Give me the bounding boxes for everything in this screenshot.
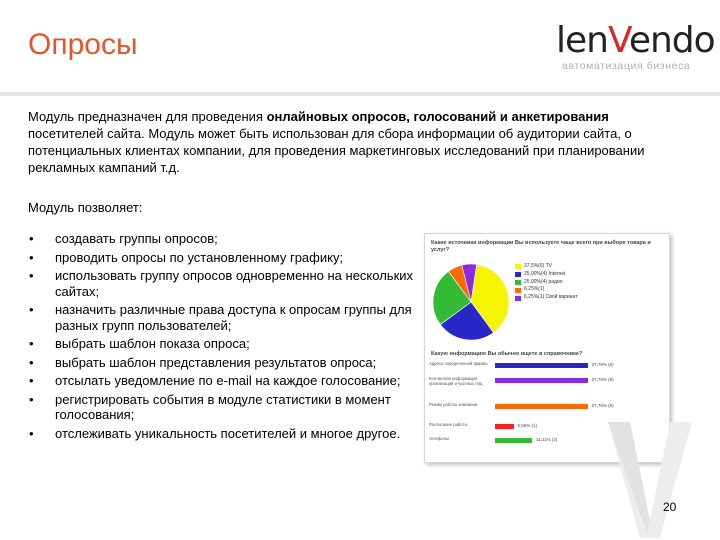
header-divider: [0, 92, 720, 96]
legend-label: 25,00%(4) радио: [524, 278, 563, 285]
legend-label: 25,00%(4) Internet: [524, 270, 566, 277]
bar-row: [429, 362, 665, 372]
list-item: • отслеживать уникальность посетителей и многое другое.: [28, 426, 418, 442]
pie-legend: [515, 263, 578, 302]
bar-value-label: 5,56% (1): [517, 423, 538, 428]
pie-legend-item: [515, 279, 578, 287]
pie-legend-item: [515, 294, 578, 302]
list-item: • проводить опросы по установленному графику;: [28, 250, 418, 266]
lenvendo-logo: [556, 20, 715, 74]
legend-label: 6,25%(1): [524, 286, 545, 293]
bar-category-label: Режим работы компании: [429, 402, 478, 407]
bar-category-label: Адреса определенной фирмы: [429, 361, 488, 366]
bar-category-label: телефоны: [429, 436, 449, 441]
logo-wordmark: lenVendo: [556, 20, 715, 61]
bar-question: Какую информацию Вы обычно ищете в справочнике?: [431, 351, 583, 357]
legend-swatch: [515, 272, 521, 277]
allows-label: Модуль позволяет:: [28, 200, 143, 215]
page-number: 20: [663, 500, 677, 514]
bar: [495, 404, 588, 409]
pie-chart: [429, 260, 513, 344]
list-item: • выбрать шаблон показа опроса;: [28, 336, 418, 352]
bar-category-label: Расписание работы: [429, 422, 468, 427]
bar-value-label: 27,78% (5): [591, 377, 614, 382]
list-item: • отсылать уведомление по e-mail на каждое голосование;: [28, 373, 418, 389]
page-title: Опросы: [28, 28, 138, 61]
list-item: • регистрировать события в модуле статистики в момент голосования;: [28, 392, 418, 423]
bar-value-label: 27,78% (5): [591, 362, 614, 367]
bar-value-label: 27,78% (5): [591, 403, 614, 408]
bar-row: [429, 377, 665, 387]
list-item: • выбрать шаблон представления результатов опроса;: [28, 355, 418, 371]
bar: [495, 438, 532, 443]
legend-swatch: [515, 280, 521, 285]
intro-paragraph: Модуль предназначен для проведения онлайновых опросов, голосований и анкетирования посетителей сайта. Модуль может быть использован для сбора информации об аудитории сайта, о потенциальных клиентах компании, для проведения маркетинговых исследований при планировании рекламных кампаний т.д.: [28, 109, 645, 175]
bar: [495, 378, 588, 383]
bar: [495, 363, 588, 368]
legend-label: 37,5%(6) TV: [524, 263, 552, 269]
list-item: • использовать группу опросов одновременно на нескольких сайтах;: [28, 268, 418, 299]
watermark-v-icon: [600, 410, 700, 540]
pie-legend-item: [515, 271, 578, 279]
legend-label: 6,25%(1) Свой вариант: [524, 294, 578, 301]
bar-value-label: 11,11% (2): [536, 437, 558, 442]
pie-question: Какие источники информации Вы используете чаще всего при выборе товара и услуг?: [431, 240, 651, 253]
bar-row: [429, 392, 665, 402]
legend-swatch: [515, 264, 521, 269]
feature-list: [28, 231, 418, 444]
logo-tagline: автоматизация бизнеса: [562, 60, 691, 72]
legend-swatch: [515, 288, 521, 293]
legend-swatch: [515, 296, 521, 301]
list-item: • назначить различные права доступа к опросам группы для разных групп пользователей;: [28, 302, 418, 333]
bar-category-label: Контактная информация организаций и частных лиц: [429, 376, 483, 386]
pie-legend-item: [515, 263, 578, 271]
list-item: • создавать группы опросов;: [28, 231, 418, 247]
bar: [495, 424, 514, 429]
